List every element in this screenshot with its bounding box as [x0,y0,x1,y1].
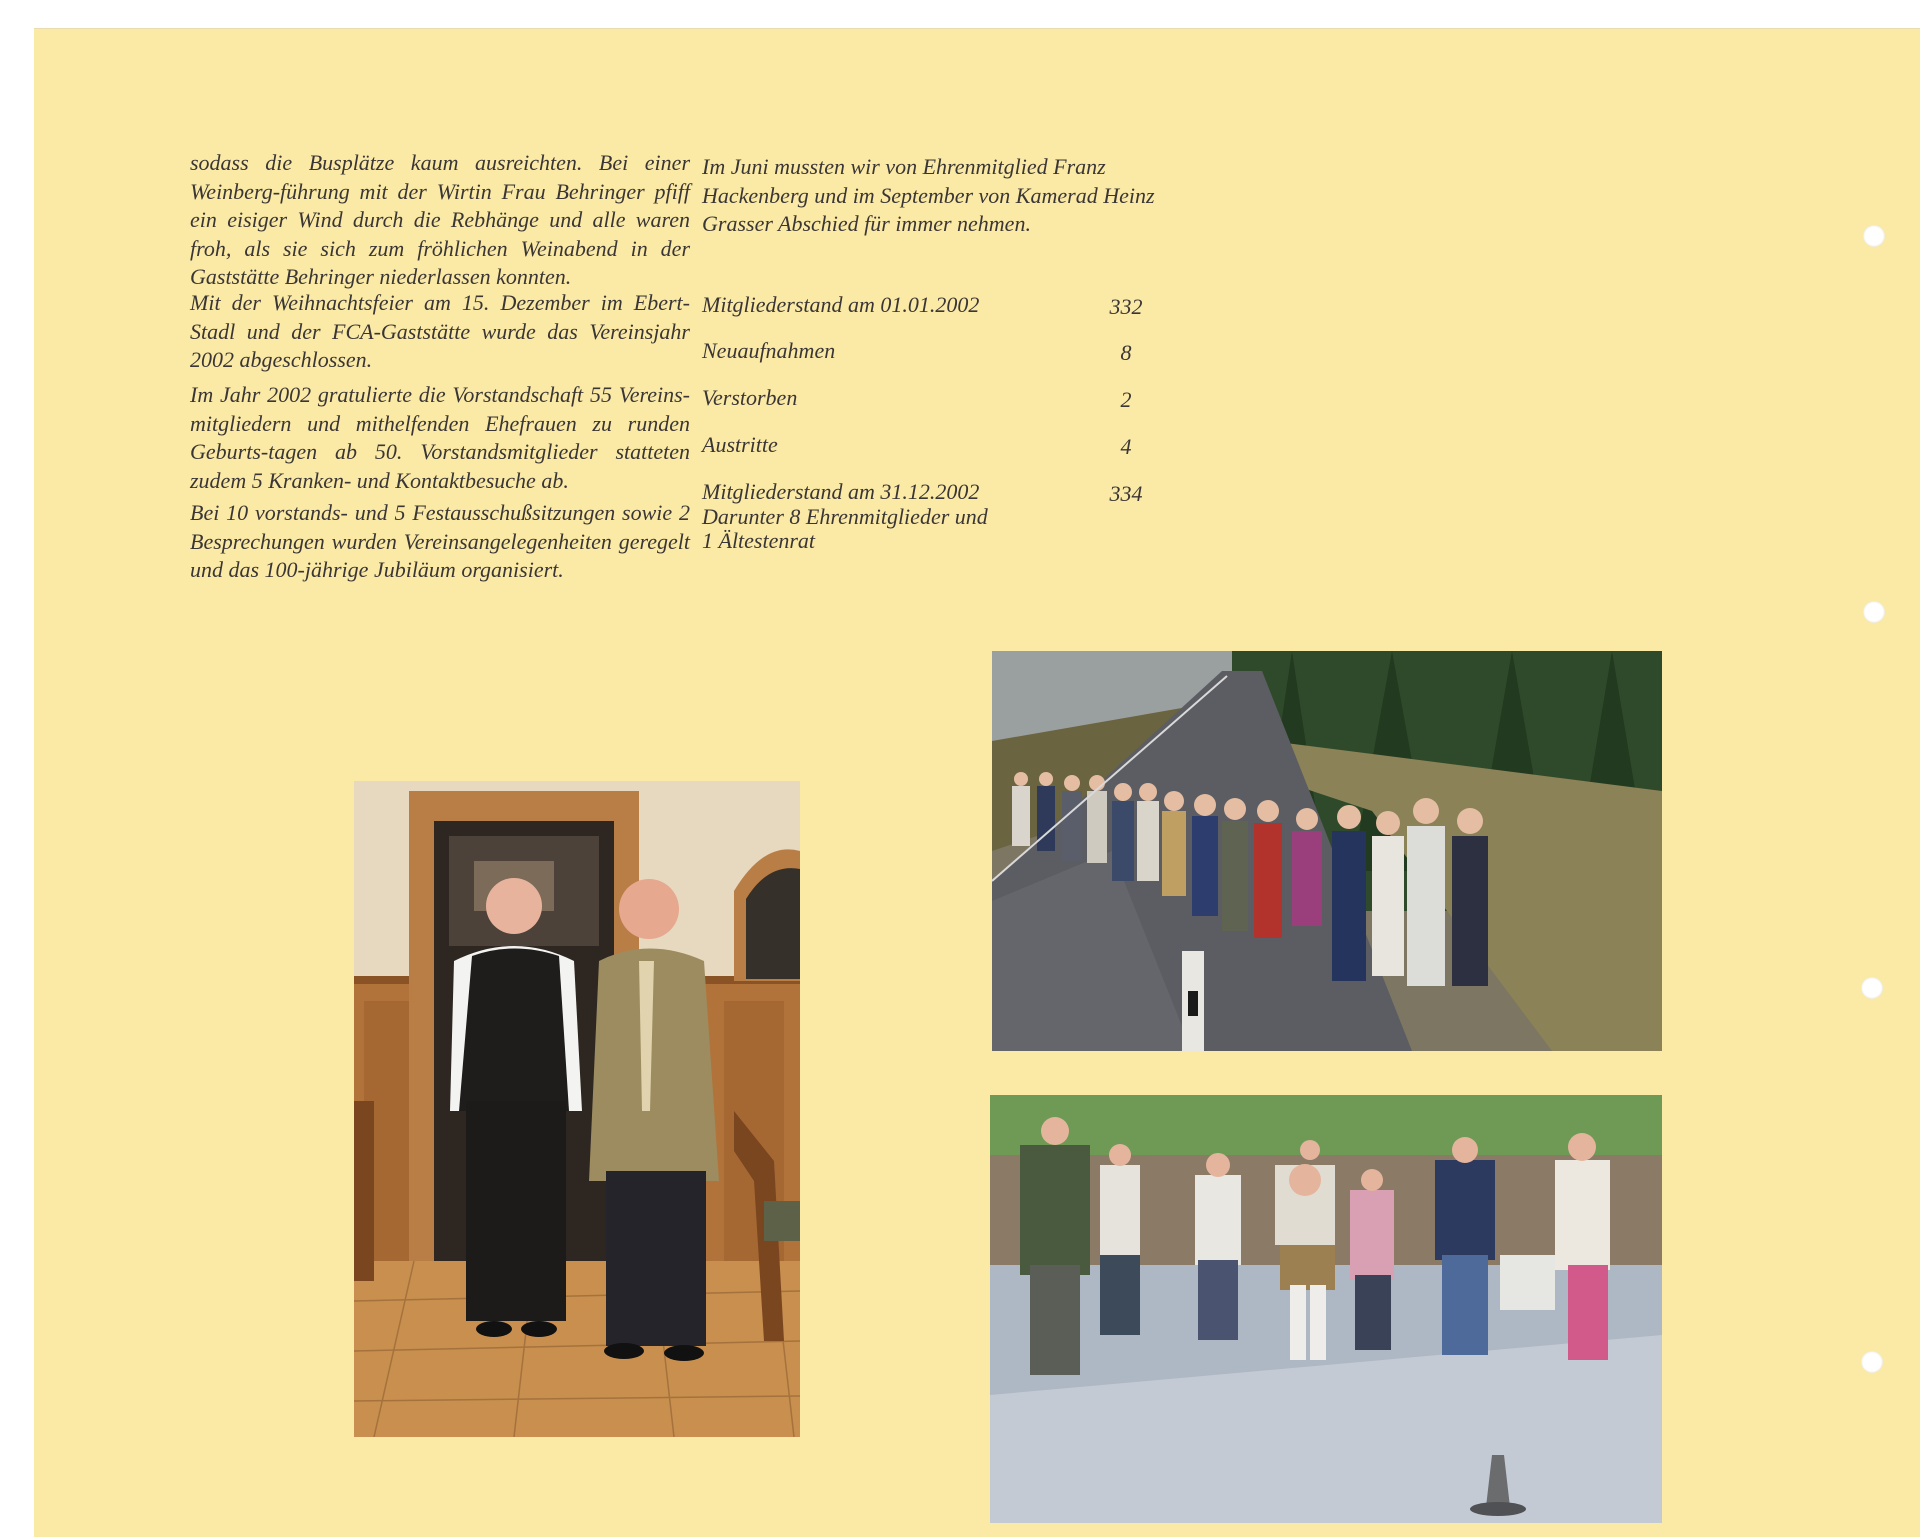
stat-value: 4 [1120,434,1132,459]
photo-two-men-restaurant [354,781,800,1437]
paragraph-weihnachtsfeier: Mit der Weihnachtsfeier am 15. Dezember im Ebert-Stadl und der FCA-Gaststätte wurde das Vereinsjahr 2002 abgeschlossen. [190,290,690,372]
stats-note-line2: 1 Ältestenrat [702,528,816,553]
stat-value: 332 [1109,294,1143,319]
stat-label: Verstorben [702,385,798,410]
scrapbook-page [34,28,1920,1537]
stat-label: Austritte [702,432,778,457]
paragraph-gratulationen: Im Jahr 2002 gratulierte die Vorstandschaft 55 Vereins-mitgliedern und mithelfenden Ehefrauen zu runden Geburts-tagen ab 50. Vorstandsmitglieder statteten zudem 5 Kranken- und Kontaktbesuche ab. [190,382,690,493]
binder-hole [1863,601,1885,623]
photo-group-walking-road [992,651,1662,1051]
stats-note-line1: Darunter 8 Ehrenmitglieder und [702,504,988,529]
stat-label: Neuaufnahmen [702,338,836,363]
stat-label: Mitgliederstand am 01.01.2002 [702,292,980,317]
photo-group-outdoor-game [990,1095,1662,1523]
paragraph-abschied: Im Juni mussten wir von Ehrenmitglied Franz Hackenberg und im September von Kamerad Heinz Grasser Abschied für immer nehmen. [702,154,1155,236]
paragraph-sitzungen: Bei 10 vorstands- und 5 Festausschußsitzungen sowie 2 Besprechungen wurden Vereinsangelegenheiten geregelt und das 100-jährige Jubiläum organisiert. [190,500,690,582]
stat-label: Mitgliederstand am 31.12.2002 [702,479,980,504]
binder-hole [1861,1351,1883,1373]
binder-hole [1861,977,1883,999]
paragraph-weinbergfuehrung: sodass die Busplätze kaum ausreichten. Bei einer Weinberg-führung mit der Wirtin Frau Behringer pfiff ein eisiger Wind durch die Rebhänge und alle waren froh, als sie sich zum fröhlichen Weinabend in der Gaststätte Behringer niederlassen konnten. [190,150,690,289]
stat-value: 2 [1120,387,1132,412]
stat-value: 8 [1120,340,1132,365]
binder-hole [1863,225,1885,247]
stat-value: 334 [1109,481,1143,506]
